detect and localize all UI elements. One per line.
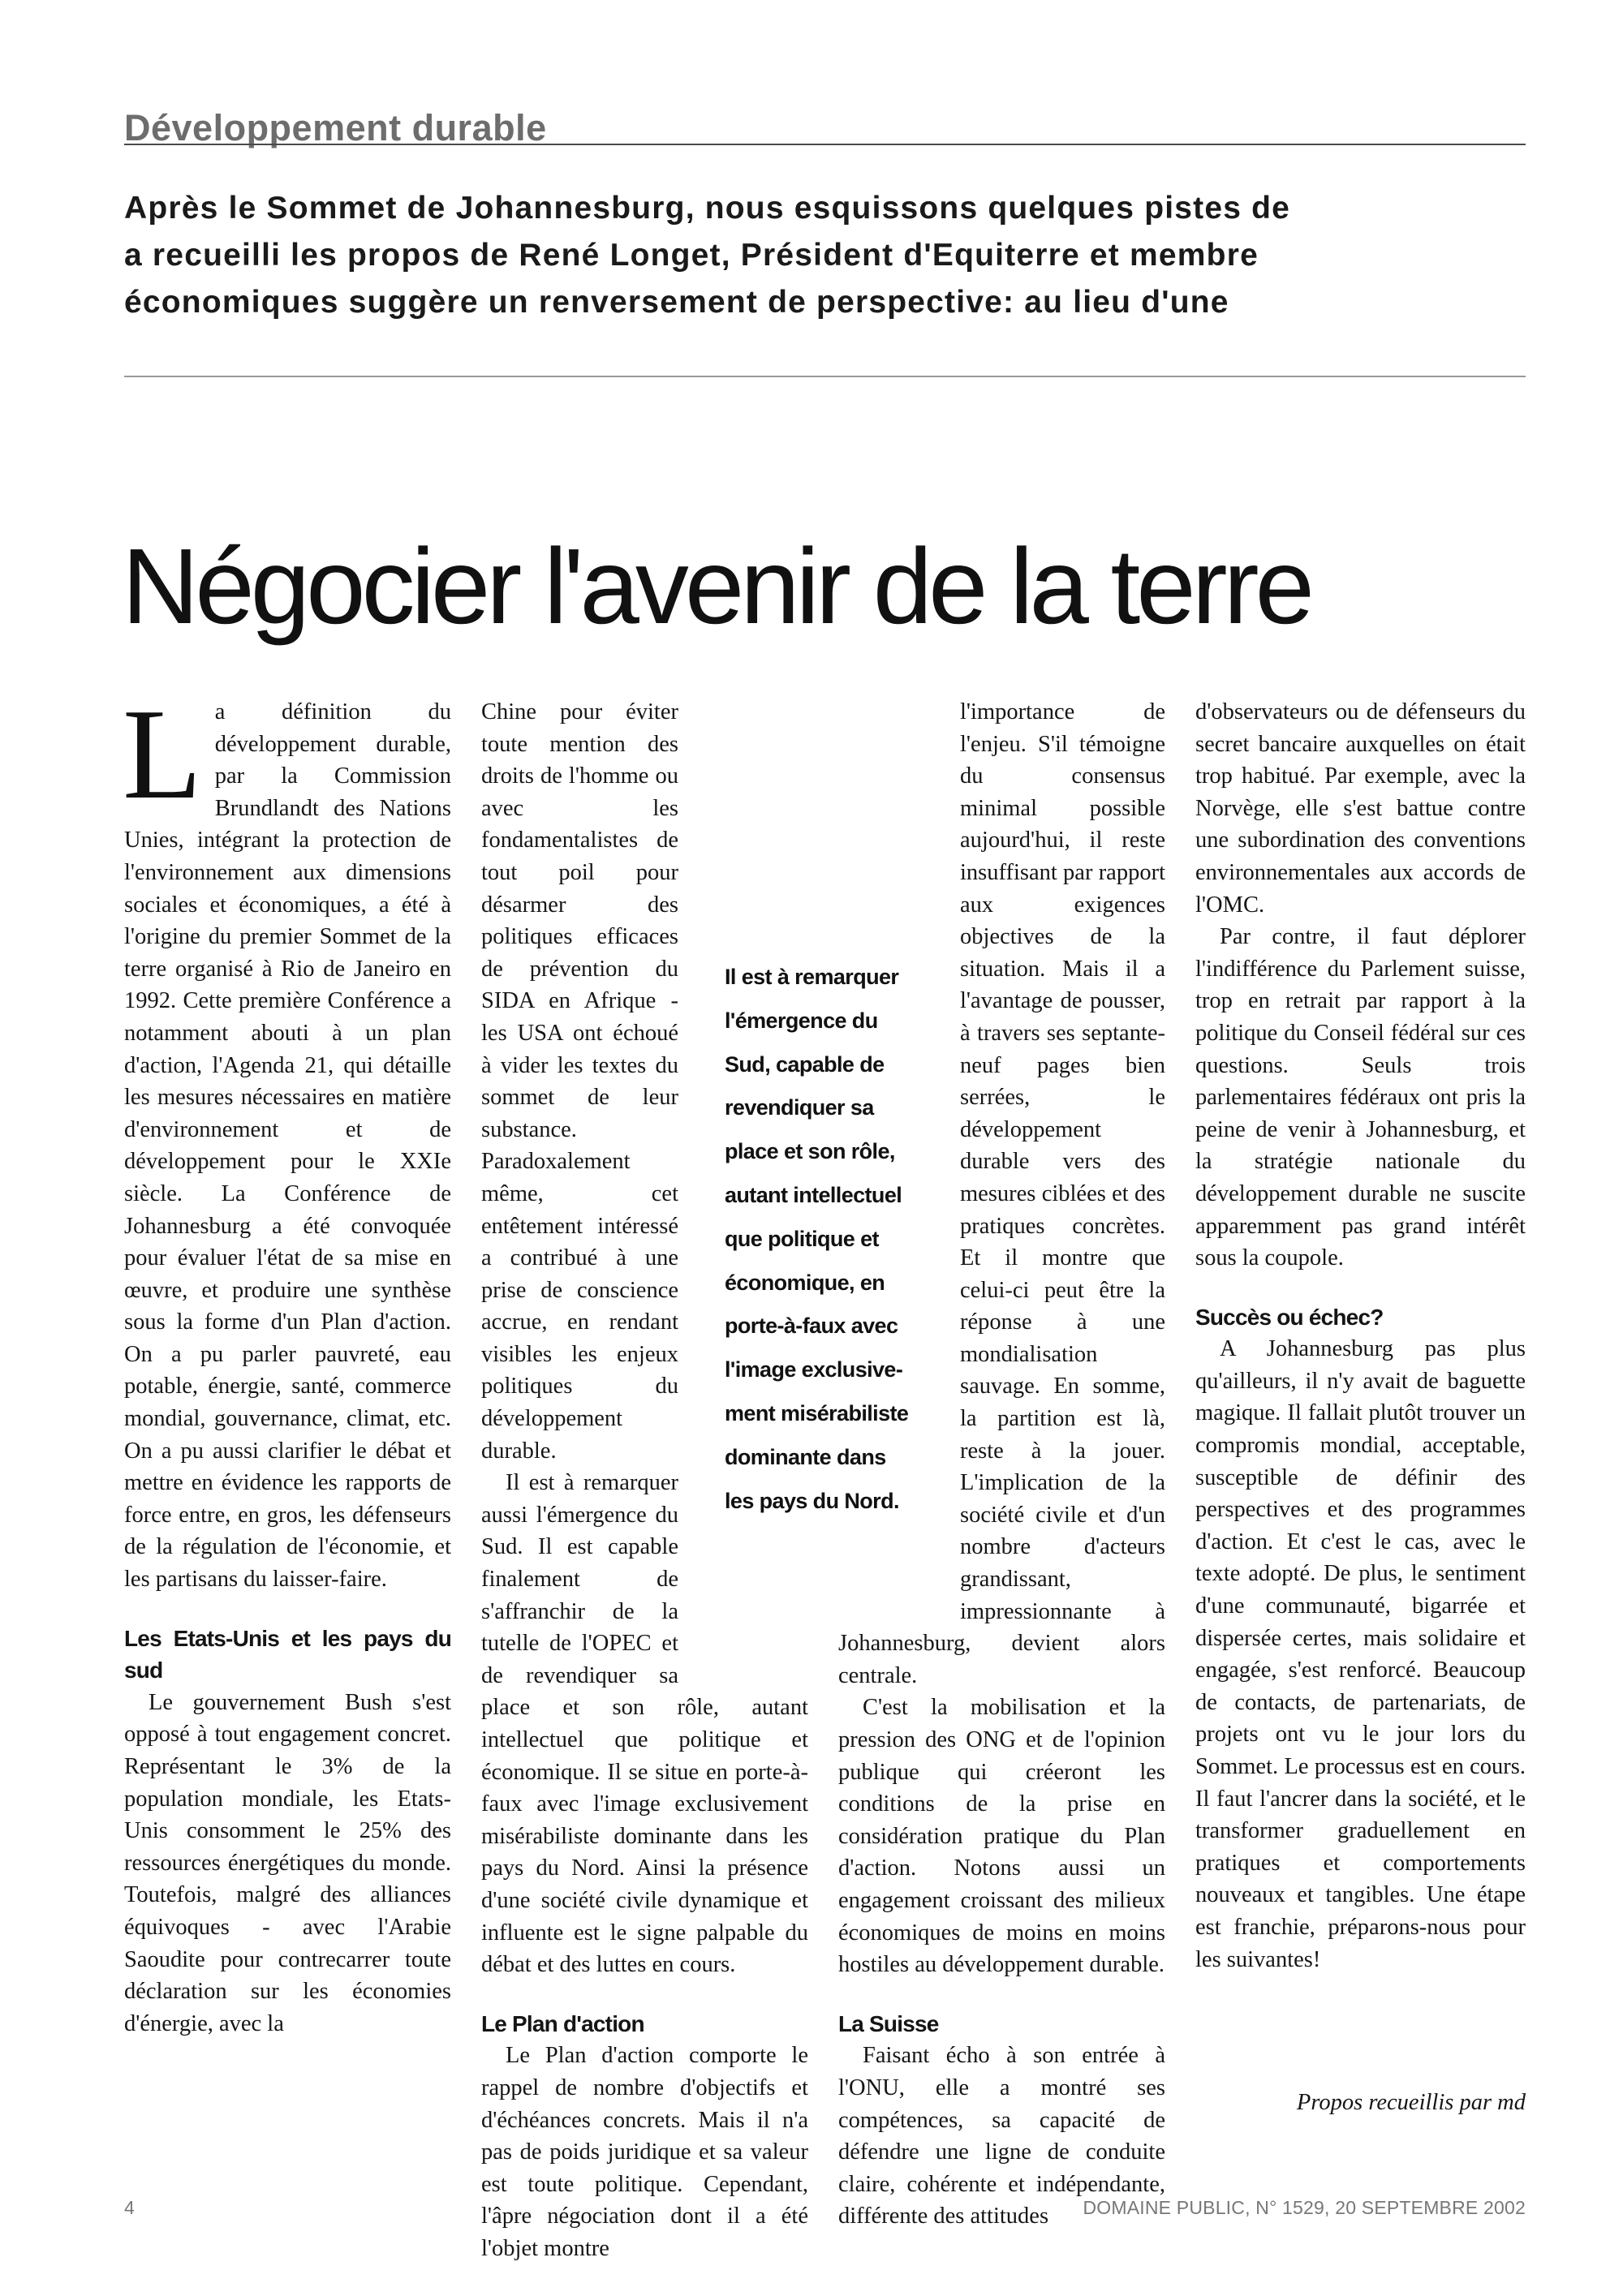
subheading-us-south: Les Etats-Unis et les pays du sud — [124, 1625, 451, 1683]
subheading-plan: Le Plan d'action — [481, 2010, 644, 2036]
intro-line: économiques suggère un renversement de perspective: au lieu d'une — [124, 285, 1229, 320]
paragraph: Il est à remarquer aussi l'émergence du Sud. Il est capable finalement de s'affranchir de la tutelle de l'OPEC et de revendiquer sa place et son rôle, autant intellectuel que politique et économique. Il se situe en porte-à-faux avec l'image exclusivement misérabiliste dominante dans les pays du Nord. Ainsi la présence d'une société civile dynamique et influente est le signe palpable du débat et des luttes en cours. — [481, 1470, 808, 1978]
pull-quote-line: l'émergence du — [725, 1008, 878, 1033]
paragraph: l'importance de l'enjeu. S'il témoigne du consensus minimal possible aujourd'hui, il reste insuffisant par rapport aux exigences objectives de la situation. Mais il a l'avantage de pousser, à travers ses septante-neuf pages bien serrées, le développement durable vers des mesures ciblées et des pratiques concrètes. Et il montre que celui-ci peut être la réponse à une mondialisation sauvage. En somme, la partition est là, reste à la jouer. L'implication de la société civile et d'un nombre d'acteurs grandissant, impressionnante à Johannesburg, devient alors centrale. — [838, 699, 1165, 1688]
top-rule — [124, 144, 1526, 145]
pull-quote-line: l'image exclusive- — [725, 1357, 903, 1382]
intro-text — [124, 185, 1526, 326]
pull-quote-line: les pays du Nord. — [725, 1488, 899, 1513]
pull-quote-line: revendiquer sa — [725, 1095, 874, 1120]
pull-quote — [725, 956, 926, 1523]
subheading-success: Succès ou échec? — [1195, 1304, 1384, 1330]
pull-quote-line: Il est à remarquer — [725, 965, 899, 989]
author-signature: Propos recueillis par md — [1296, 2090, 1526, 2115]
pull-quote-line: Sud, capable de — [725, 1051, 885, 1077]
paragraph — [123, 681, 451, 1596]
pull-quote-line: que politique et — [725, 1226, 879, 1251]
pull-quote-line: dominante dans — [725, 1444, 886, 1469]
article-column-4 — [1195, 696, 1526, 1976]
pull-quote-line: place et son rôle, — [725, 1139, 895, 1164]
intro-line: Après le Sommet de Johannesburg, nous esquissons quelques pistes de — [124, 191, 1291, 226]
pull-quote-line: porte-à-faux avec — [725, 1314, 898, 1339]
drop-cap: L — [123, 681, 202, 826]
pull-quote-line: autant intellectuel — [725, 1182, 902, 1207]
page-number: 4 — [124, 2197, 135, 2218]
paragraph: Par contre, il faut déplorer l'indifférence du Parlement suisse, trop en retrait par rapport à la politique du Conseil fédéral sur ces questions. Seuls trois parlementaires fédéraux ont pris la peine de venir à Johannesburg, et la stratégie nationale du développement durable ne suscite apparemment pas grand intérêt sous la coupole. — [1195, 924, 1526, 1271]
pull-quote-line: ment misérabiliste — [725, 1400, 909, 1425]
paragraph: A Johannesburg pas plus qu'ailleurs, il n'y avait de baguette magique. Il fallait plutôt trouver un compromis mondial, acceptable, susceptible de définir des perspectives et des programmes d'action. Et c'est le cas, avec le texte adopté. De plus, le sentiment d'une communauté, bigarrée et dispersée certes, mais solidaire et engagée, s'est renforcé. Beaucoup de contacts, de partenariats, de projets ont vu le jour lors du Sommet. Le processus est en cours. Il faut l'ancrer dans la société, et le transformer graduellement en pratiques et comportements nouveaux et tangibles. Une étape est franchie, préparons-nous pour les suivantes! — [1195, 1336, 1526, 1972]
paragraph: Le gouvernement Bush s'est opposé à tout engagement concret. Représentant le 3% de la population mondiale, les Etats-Unis consomment le 25% des ressources énergétiques du monde. Toutefois, malgré des alliances équivoques - avec l'Arabie Saoudite pour contrecarrer toute déclaration sur les économies d'énergie, avec la — [124, 1689, 451, 2036]
article-column-1 — [123, 681, 451, 2040]
paragraph: C'est la mobilisation et la pression des ONG et de l'opinion publique qui créeront les conditions de la prise en considération pratique du Plan d'action. Notons aussi un engagement croissant des milieux économiques de moins en moins hostiles au développement durable. — [838, 1695, 1165, 1978]
subheading-suisse: La Suisse — [838, 2010, 939, 2036]
paragraph-text: a définition du développement durable, par la Commission Brundlandt des Nations Unies, intégrant la protection de l'environnement aux dimensions sociales et économiques, a été à l'origine du premier Sommet de la terre organisé à Rio de Janeiro en 1992. Cette première Conférence a notamment abouti à un plan d'action, l'Agenda 21, qui détaille les mesures nécessaires en matière d'environnement et de développement pour le XXIe siècle. La Conférence de Johannesburg a été convoquée pour évaluer l'état de sa mise en œuvre, et produire une synthèse sous la forme d'un Plan d'action. On a pu parler pauvreté, eau potable, énergie, santé, commerce mondial, gouvernance, climat, etc. On a pu aussi clarifier le débat et mettre en évidence les rapports de force entre, en gros, les défenseurs de la régulation de l'économie, et les partisans du laisser-faire. — [124, 699, 451, 1593]
headline: Négocier l'avenir de la terre — [122, 527, 1311, 647]
pull-quote-line: économique, en — [725, 1270, 885, 1295]
paragraph: Le Plan d'action comporte le rappel de nombre d'objectifs et d'échéances concrets. Mais il n'a pas de poids juridique et sa valeur est toute politique. Cependant, l'âpre négociation dont il a été l'objet montre — [481, 2043, 808, 2261]
paragraph: d'observateurs ou de défenseurs du secret bancaire auxquelles on était trop habitué. Par exemple, avec la Norvège, elle s'est battue contre une subordination des conventions environnementales aux accords de l'OMC. — [1195, 699, 1526, 918]
paragraph: Chine pour éviter toute mention des droits de l'homme ou avec les fondamentalistes de tout poil pour désarmer des politiques efficaces de prévention du SIDA en Afrique - les USA ont échoué à vider les textes du sommet de leur substance. Paradoxalement même, cet entêtement intéressé a contribué à une prise de conscience accrue, en rendant visibles les enjeux politiques du développement durable. — [481, 699, 678, 1464]
paragraph: Faisant écho à son entrée à l'ONU, elle a montré ses compétences, sa capacité de défendre une ligne de conduite claire, cohérente et indépendante, différente des attitudes — [838, 2043, 1165, 2229]
publication-reference: DOMAINE PUBLIC, N° 1529, 20 SEPTEMBRE 2002 — [1083, 2197, 1526, 2218]
intro-rule — [124, 376, 1526, 377]
section-title: Développement durable — [124, 107, 547, 148]
intro-line: a recueilli les propos de René Longet, Président d'Equiterre et membre — [124, 238, 1259, 273]
